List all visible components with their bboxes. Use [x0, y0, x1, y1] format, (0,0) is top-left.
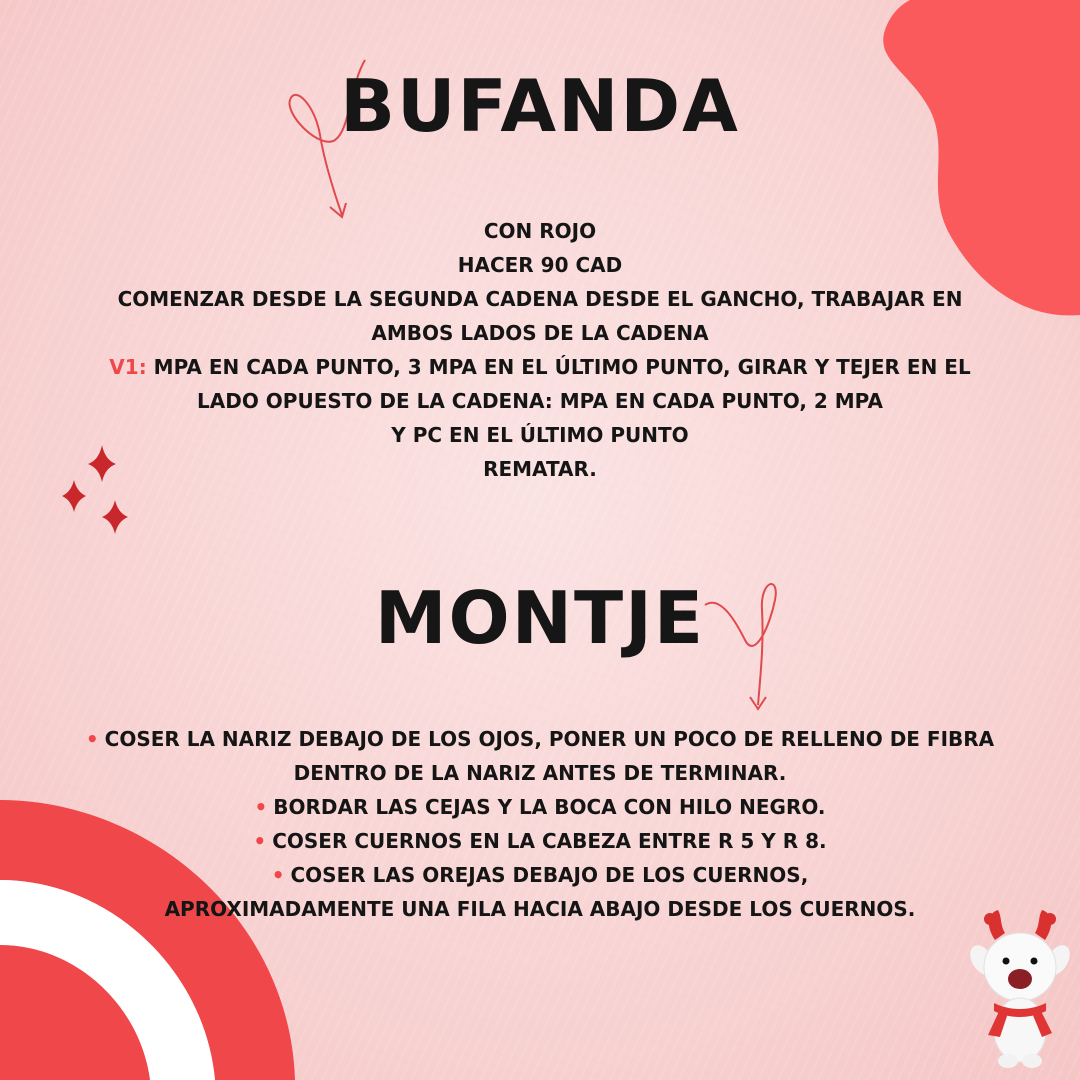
v1-label: V1: [109, 355, 147, 379]
instruction-line: LADO OPUESTO DE LA CADENA: MPA EN CADA PUNTO, 2 MPA [197, 389, 883, 413]
instruction-line: AMBOS LADOS DE LA CADENA [371, 321, 709, 345]
montaje-title: MONTJE [374, 576, 706, 660]
bullet-icon: • [254, 795, 268, 819]
list-item-continuation: APROXIMADAMENTE UNA FILA HACIA ABAJO DESDE LOS CUERNOS. [164, 897, 916, 921]
instruction-line: CON ROJO [483, 219, 597, 243]
montaje-instructions [60, 722, 1020, 926]
list-item: • BORDAR LAS CEJAS Y LA BOCA CON HILO NEGRO. [254, 795, 826, 819]
reindeer-amigurumi-image [970, 905, 1070, 1070]
list-item: • COSER LAS OREJAS DEBAJO DE LOS CUERNOS, [271, 863, 809, 887]
bullet-icon: • [85, 727, 99, 751]
instruction-line: REMATAR. [483, 457, 597, 481]
instruction-line: HACER 90 CAD [457, 253, 623, 277]
list-item: • COSER CUERNOS EN LA CABEZA ENTRE R 5 Y R 8. [253, 829, 827, 853]
bullet-icon: • [253, 829, 267, 853]
instruction-line: COMENZAR DESDE LA SEGUNDA CADENA DESDE EL GANCHO, TRABAJAR EN [117, 287, 963, 311]
instruction-line: Y PC EN EL ÚLTIMO PUNTO [391, 423, 689, 447]
v1-text: MPA EN CADA PUNTO, 3 MPA EN EL ÚLTIMO PUNTO, GIRAR Y TEJER EN EL [153, 355, 971, 379]
bullet-icon: • [271, 863, 285, 887]
bufanda-title: BUFANDA [340, 64, 740, 148]
bufanda-instructions [60, 214, 1020, 486]
list-item-continuation: DENTRO DE LA NARIZ ANTES DE TERMINAR. [293, 761, 787, 785]
instruction-line-v1 [60, 350, 1020, 384]
list-item: • COSER LA NARIZ DEBAJO DE LOS OJOS, PONER UN POCO DE RELLENO DE FIBRA [85, 727, 995, 751]
